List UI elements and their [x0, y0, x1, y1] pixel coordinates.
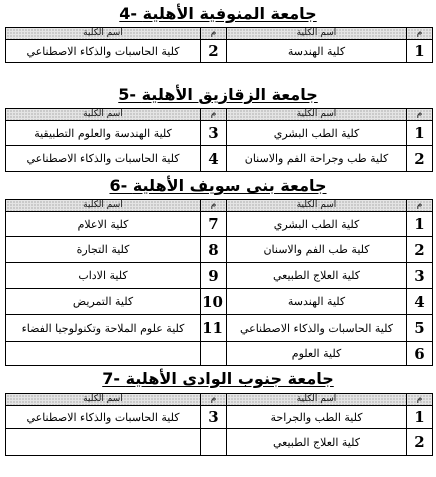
college-name: كلية الحاسبات والذكاء الاصطناعي — [6, 406, 201, 429]
college-name: كلية الطب البشري — [227, 121, 407, 146]
college-name: كلية العلوم — [227, 342, 407, 366]
section-title: 5- جامعة الزقازيق الأهلية — [118, 85, 318, 104]
row-number: 3 — [407, 263, 433, 289]
college-header: اسم الكلية — [6, 28, 201, 40]
row-number: 4 — [201, 146, 227, 172]
college-name: كلية طب وجراحة الفم والاسنان — [227, 146, 407, 172]
number-header: م — [201, 109, 227, 121]
college-name: كلية الطب والجراحة — [227, 406, 407, 429]
row-number: 1 — [407, 121, 433, 146]
college-header: اسم الكلية — [227, 394, 407, 406]
college-header: اسم الكلية — [6, 200, 201, 212]
college-name: كلية التمريض — [6, 289, 201, 315]
table-row — [6, 146, 433, 172]
number-header: م — [201, 28, 227, 40]
section-title: 6- جامعة بنى سويف الأهلية — [109, 176, 327, 195]
college-header: اسم الكلية — [6, 109, 201, 121]
table-row — [6, 342, 433, 366]
college-name: كلية الطب البشري — [227, 212, 407, 237]
college-name: كلية الهندسة — [227, 40, 407, 63]
number-header: م — [201, 200, 227, 212]
college-name: كلية العلاج الطبيعي — [227, 263, 407, 289]
college-name: كلية الحاسبات والذكاء الاصطناعي — [6, 40, 201, 63]
number-header: م — [407, 109, 433, 121]
table-header-row — [6, 200, 433, 212]
row-number: 7 — [201, 212, 227, 237]
college-name: كلية الحاسبات والذكاء الاصطناعي — [6, 146, 201, 172]
row-number: 2 — [407, 146, 433, 172]
table-row — [6, 406, 433, 429]
row-number: 3 — [201, 121, 227, 146]
section-title: 7- جامعة جنوب الوادى الأهلية — [102, 369, 334, 388]
row-number: 1 — [407, 40, 433, 63]
section-title: 4- جامعة المنوفية الأهلية — [119, 4, 317, 23]
college-name: كلية طب الفم والاسنان — [227, 237, 407, 263]
number-header: م — [407, 28, 433, 40]
row-number: 8 — [201, 237, 227, 263]
table-row — [6, 429, 433, 456]
table-row — [6, 289, 433, 315]
college-header: اسم الكلية — [227, 28, 407, 40]
number-header: م — [407, 200, 433, 212]
college-name: كلية العلاج الطبيعي — [227, 429, 407, 456]
college-name: كلية الاداب — [6, 263, 201, 289]
table-row — [6, 212, 433, 237]
college-name — [6, 429, 201, 456]
university-table — [5, 27, 433, 63]
table-row — [6, 40, 433, 63]
college-name: كلية الحاسبات والذكاء الاصطناعي — [227, 315, 407, 342]
table-row — [6, 237, 433, 263]
table-header-row — [6, 28, 433, 40]
number-header: م — [201, 394, 227, 406]
table-row — [6, 315, 433, 342]
row-number: 3 — [201, 406, 227, 429]
row-number: 10 — [201, 289, 227, 315]
college-name: كلية علوم الملاحة وتكنولوجيا الفضاء — [6, 315, 201, 342]
college-header: اسم الكلية — [227, 200, 407, 212]
college-name: كلية الاعلام — [6, 212, 201, 237]
university-table — [5, 199, 433, 366]
row-number — [201, 342, 227, 366]
row-number: 11 — [201, 315, 227, 342]
row-number: 2 — [201, 40, 227, 63]
row-number: 4 — [407, 289, 433, 315]
table-header-row — [6, 109, 433, 121]
table-header-row — [6, 394, 433, 406]
row-number: 5 — [407, 315, 433, 342]
row-number: 1 — [407, 212, 433, 237]
table-row — [6, 263, 433, 289]
college-header: اسم الكلية — [6, 394, 201, 406]
row-number: 2 — [407, 237, 433, 263]
table-row — [6, 121, 433, 146]
college-name: كلية الهندسة — [227, 289, 407, 315]
row-number — [201, 429, 227, 456]
college-name — [6, 342, 201, 366]
row-number: 9 — [201, 263, 227, 289]
university-table — [5, 393, 433, 456]
college-header: اسم الكلية — [227, 109, 407, 121]
row-number: 6 — [407, 342, 433, 366]
college-name: كلية التجارة — [6, 237, 201, 263]
university-table — [5, 108, 433, 172]
row-number: 2 — [407, 429, 433, 456]
row-number: 1 — [407, 406, 433, 429]
college-name: كلية الهندسة والعلوم التطبيقية — [6, 121, 201, 146]
number-header: م — [407, 394, 433, 406]
